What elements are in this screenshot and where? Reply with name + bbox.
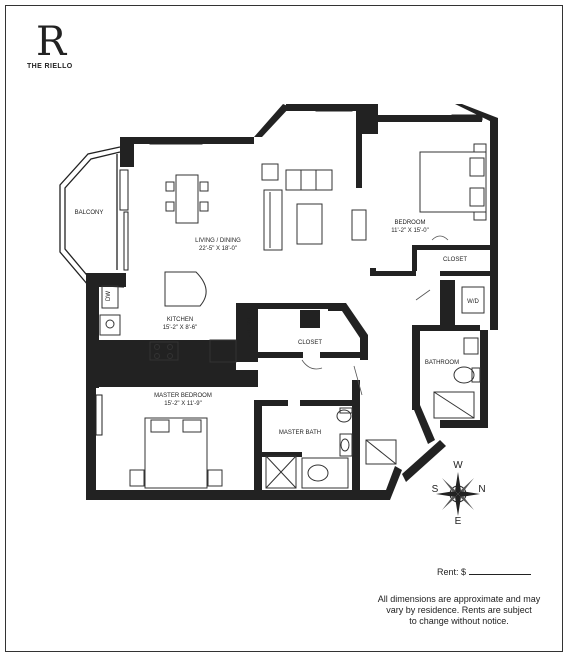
disclaimer-line-3: to change without notice. xyxy=(409,616,509,626)
label-bathroom: BATHROOM xyxy=(424,360,460,366)
compass-west-label: W xyxy=(453,460,463,471)
label-pantry: PANTRY xyxy=(245,314,251,338)
label-balcony: BALCONY xyxy=(74,210,104,216)
label-living-dims: 22'-5" X 18'-0" xyxy=(199,246,237,252)
compass-north-label: N xyxy=(478,484,486,495)
compass-south-label: S xyxy=(431,484,439,495)
brand-name: THE RIELLO xyxy=(27,63,73,70)
brand-logo-icon: R xyxy=(36,19,67,65)
compass-icon xyxy=(436,472,480,516)
rent-blank-line xyxy=(469,574,531,575)
walls xyxy=(86,104,498,500)
disclaimer xyxy=(364,594,554,627)
label-bedroom-dims: 11'-2" X 15'-0" xyxy=(391,228,429,234)
label-bedroom-closet: CLOSET xyxy=(442,257,468,263)
label-master-dims: 15'-2" X 11'-9" xyxy=(164,401,202,407)
label-hall-closet: CLOSET xyxy=(297,340,323,346)
door-swings xyxy=(302,236,448,395)
disclaimer-line-1: All dimensions are approximate and may xyxy=(377,594,541,604)
label-dishwasher: DW xyxy=(106,291,112,301)
label-master-bedroom: MASTER BEDROOM xyxy=(154,393,212,399)
compass-east-label: E xyxy=(454,516,462,527)
rent-label: Rent: $ xyxy=(437,567,467,577)
balcony-outline xyxy=(60,147,124,287)
label-master-bath: MASTER BATH xyxy=(278,430,322,436)
disclaimer-line-2: vary by residence. Rents are subject xyxy=(386,605,532,615)
label-living-dining: LIVING / DINING xyxy=(195,238,241,244)
label-bedroom: BEDROOM xyxy=(394,220,426,226)
label-washer-dryer: W/D xyxy=(467,299,479,305)
label-kitchen-dims: 15'-2" X 8'-6" xyxy=(162,325,198,331)
rent-field xyxy=(437,567,531,577)
label-kitchen: KITCHEN xyxy=(166,317,194,323)
